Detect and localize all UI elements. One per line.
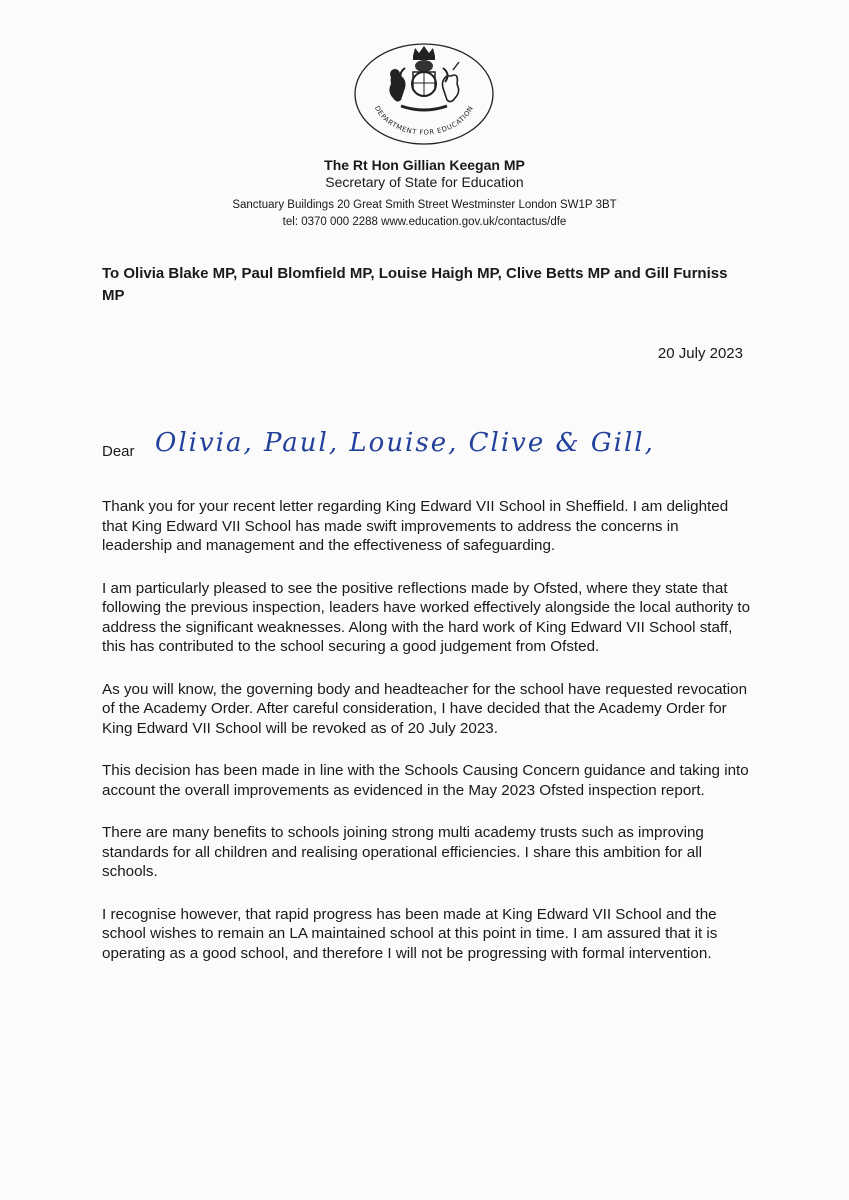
recipients-line: To Olivia Blake MP, Paul Blomfield MP, Louise Haigh MP, Clive Betts MP and Gill Furniss MP <box>102 265 728 304</box>
sender-contact: tel: 0370 000 2288 www.education.gov.uk/contactus/dfe <box>282 216 567 228</box>
sender-title: Secretary of State for Education <box>325 174 524 190</box>
body-paragraph: I recognise however, that rapid progress has been made at King Edward VII School and the school wishes to remain an LA maintained school at this point in time. I am assured that it is operating as a good school, and therefore I will not be progressing with formal intervention. <box>102 905 718 962</box>
crest-caption: DEPARTMENT FOR EDUCATION <box>372 104 476 137</box>
sender-name: The Rt Hon Gillian Keegan MP <box>324 157 525 173</box>
body-paragraph: There are many benefits to schools joining strong multi academy trusts such as improving standards for all children and realising operational efficiencies. I share this ambition for all schools. <box>102 824 704 880</box>
letter-body <box>102 497 752 986</box>
body-paragraph: Thank you for your recent letter regarding King Edward VII School in Sheffield. I am delighted that King Edward VII School has made swift improvements to address the concerns in leadership and management and the effectiveness of safeguarding. <box>102 498 729 554</box>
salutation: Dear <box>102 443 135 460</box>
body-paragraph: I am particularly pleased to see the positive reflections made by Ofsted, where they state that following the previous inspection, leaders have worked effectively alongside the local authority to address the significant weaknesses. Along with the hard work of King Edward VII School staff, this has contributed to the school securing a good judgement from Ofsted. <box>102 579 751 655</box>
sender-address: Sanctuary Buildings 20 Great Smith Street Westminster London SW1P 3BT <box>232 199 617 211</box>
body-paragraph: This decision has been made in line with the Schools Causing Concern guidance and taking into account the overall improvements as evidenced in the May 2023 Ofsted inspection report. <box>102 762 749 799</box>
body-paragraph: As you will know, the governing body and headteacher for the school have requested revocation of the Academy Order. After careful consideration, I have decided that the Academy Order for King Edward VII School will be revoked as of 20 July 2023. <box>102 680 748 737</box>
handwritten-salutation-names: Olivia, Paul, Louise, Clive & Gill, <box>155 428 655 458</box>
royal-coat-of-arms-icon <box>353 42 495 146</box>
letter-date: 20 July 2023 <box>657 345 743 362</box>
